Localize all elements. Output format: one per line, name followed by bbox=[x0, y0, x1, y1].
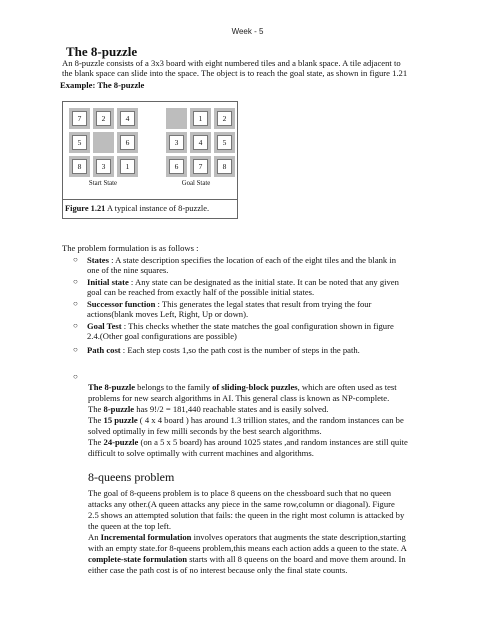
figure-caption bbox=[63, 199, 237, 218]
queens-line-5 bbox=[88, 532, 468, 542]
list-item-desc: one of the nine squares. bbox=[87, 265, 169, 276]
goal-tile-6 bbox=[166, 156, 187, 177]
queens-line-2: attacks any other.(A queen attacks any piece in the same row,column or diagonal). Figure bbox=[88, 499, 395, 509]
page-header: Week - 5 bbox=[231, 27, 264, 36]
text: The bbox=[88, 415, 104, 425]
goal-tile-number: 3 bbox=[169, 135, 184, 150]
list-item-desc: : This generates the legal states that result from trying the four bbox=[155, 299, 372, 309]
start-tile-2 bbox=[93, 108, 114, 129]
goal-tile-7 bbox=[190, 156, 211, 177]
goal-tile-number: 7 bbox=[193, 159, 208, 174]
family-line-6 bbox=[88, 437, 468, 447]
start-tile-8 bbox=[69, 156, 90, 177]
start-state-label: Start State bbox=[88, 180, 118, 187]
intro-line-2: the blank space can slide into the space. The object is to reach the goal state, as shown in figure 1.21 bbox=[62, 68, 408, 78]
list-item-text bbox=[87, 299, 463, 320]
family-line-5: solved optimally in few milli seconds by the best search algorithms. bbox=[88, 426, 322, 436]
goal-state-board bbox=[166, 108, 235, 177]
list-item-line bbox=[87, 309, 463, 319]
start-tile-number: 2 bbox=[96, 111, 111, 126]
start-tile-number: 4 bbox=[120, 111, 135, 126]
family-line-2: problems for new search algorithms in AI. This general class is known as NP-complete. bbox=[88, 393, 390, 403]
list-item-line bbox=[87, 345, 463, 355]
family-line-4 bbox=[88, 415, 468, 425]
list-item-line bbox=[87, 287, 463, 297]
queens-line-4: the queen at the top left. bbox=[88, 521, 172, 531]
queens-line-7 bbox=[88, 554, 468, 564]
goal-state-label: Goal State bbox=[181, 180, 211, 187]
family-line-7: difficult to solve optimally with current machines and algorithms. bbox=[88, 448, 314, 458]
start-tile-number: 7 bbox=[72, 111, 87, 126]
text: has 9!/2 = 181,440 reachable states and is easily solved. bbox=[134, 404, 329, 414]
family-line-3 bbox=[88, 404, 468, 414]
goal-tile-1 bbox=[190, 108, 211, 129]
list-item-line bbox=[87, 331, 463, 341]
start-tile-6 bbox=[117, 132, 138, 153]
list-item-line bbox=[87, 299, 463, 309]
list-item-text bbox=[87, 345, 463, 355]
list-item-line bbox=[87, 265, 463, 275]
list-item-term: States bbox=[87, 255, 109, 265]
bullet-icon: ○ bbox=[73, 277, 78, 286]
text: (on a 5 x 5 board) has around 1025 states ,and random instances are still quite bbox=[138, 437, 408, 447]
figure-caption-text: A typical instance of 8-puzzle. bbox=[105, 204, 210, 213]
queens-line-6: with an empty state.for 8-queens problem,this means each action adds a queen to the state. A bbox=[88, 543, 407, 553]
goal-tile-number: 8 bbox=[217, 159, 232, 174]
term-sliding-block: of sliding-block puzzles bbox=[212, 382, 298, 392]
list-item-term: Successor function bbox=[87, 299, 156, 309]
term-24-puzzle: 24-puzzle bbox=[103, 437, 139, 447]
start-tile-1 bbox=[117, 156, 138, 177]
goal-tile-3 bbox=[166, 132, 187, 153]
start-tile-number: 3 bbox=[96, 159, 111, 174]
term-incremental-formulation: Incremental formulation bbox=[100, 532, 192, 542]
bullet-icon: ○ bbox=[73, 299, 78, 308]
list-item-text bbox=[87, 255, 463, 276]
start-tile-number: 8 bbox=[72, 159, 87, 174]
goal-tile-number: 6 bbox=[169, 159, 184, 174]
list-item-desc: : Each step costs 1,so the path cost is the number of steps in the path. bbox=[120, 345, 360, 355]
goal-tile-4 bbox=[190, 132, 211, 153]
start-tile-3 bbox=[93, 156, 114, 177]
list-item-term: Goal Test bbox=[87, 321, 122, 331]
start-tile-blank bbox=[93, 132, 114, 153]
text: starts with all 8 queens on the board and move them around. In bbox=[187, 554, 406, 564]
text: The bbox=[88, 404, 104, 414]
bullet-icon: ○ bbox=[73, 255, 78, 264]
term-15-puzzle: 15 puzzle bbox=[103, 415, 138, 425]
bullet-icon: ○ bbox=[73, 345, 78, 354]
goal-tile-5 bbox=[214, 132, 235, 153]
start-tile-number: 5 bbox=[72, 135, 87, 150]
text: An bbox=[88, 532, 101, 542]
term-8-puzzle: The 8-puzzle bbox=[88, 382, 136, 392]
list-item-line bbox=[87, 321, 463, 331]
list-item-line bbox=[87, 255, 463, 265]
start-tile-7 bbox=[69, 108, 90, 129]
list-item-desc: : Any state can be designated as the initial state. It can be noted that any given bbox=[128, 277, 399, 287]
list-item-text bbox=[87, 277, 463, 298]
list-item-term: Path cost bbox=[87, 345, 121, 355]
text: The bbox=[88, 437, 104, 447]
start-tile-number: 1 bbox=[120, 159, 135, 174]
goal-tile-2 bbox=[214, 108, 235, 129]
goal-tile-blank bbox=[166, 108, 187, 129]
start-tile-number: 6 bbox=[120, 135, 135, 150]
intro-line-1: An 8-puzzle consists of a 3x3 board with eight numbered tiles and a blank space. A tile adjacent to bbox=[62, 58, 401, 68]
list-item-desc: 2.4.(Other goal configurations are possible) bbox=[87, 331, 237, 342]
page-title: The 8-puzzle bbox=[66, 44, 138, 59]
bullet-icon: ○ bbox=[73, 321, 78, 330]
family-text-mid: belongs to the family bbox=[135, 382, 213, 392]
queens-line-1: The goal of 8-queens problem is to place 8 queens on the chessboard such that no queen bbox=[88, 488, 392, 498]
list-item-desc: : This checks whether the state matches the goal configuration shown in figure bbox=[121, 321, 394, 331]
list-item-desc: : A state description specifies the location of each of the eight tiles and the blank in bbox=[108, 255, 397, 265]
figure-caption-number: Figure 1.21 bbox=[65, 204, 106, 213]
goal-tile-number: 1 bbox=[193, 111, 208, 126]
list-item-text bbox=[87, 321, 463, 342]
goal-tile-number: 4 bbox=[193, 135, 208, 150]
example-label: Example: The 8-puzzle bbox=[60, 80, 145, 90]
goal-tile-number: 5 bbox=[217, 135, 232, 150]
goal-tile-8 bbox=[214, 156, 235, 177]
family-line-1 bbox=[88, 382, 468, 392]
queens-line-3: 2.5 shows an attempted solution that fails: the queen in the right most column is attacked by bbox=[88, 510, 405, 520]
list-item-term: Initial state bbox=[87, 277, 129, 287]
list-item-desc: goal can be reached from exactly half of the possible initial states. bbox=[87, 287, 315, 298]
formulation-intro: The problem formulation is as follows : bbox=[62, 243, 199, 253]
bullet-icon: ○ bbox=[73, 372, 78, 381]
start-tile-5 bbox=[69, 132, 90, 153]
family-text-end: , which are often used as test bbox=[297, 382, 397, 392]
list-item-line bbox=[87, 277, 463, 287]
figure-8-puzzle bbox=[62, 101, 238, 219]
start-state-board bbox=[69, 108, 138, 177]
term-complete-state-formulation: complete-state formulation bbox=[88, 554, 188, 564]
list-item-desc: actions(blank moves Left, Right, Up or down). bbox=[87, 309, 249, 320]
term-8-puzzle-2: 8-puzzle bbox=[103, 404, 135, 414]
text: involves operators that augments the state description,starting bbox=[191, 532, 406, 542]
start-tile-4 bbox=[117, 108, 138, 129]
queens-line-8: either case the path cost is of no interest because only the final state counts. bbox=[88, 565, 348, 575]
section-title-8-queens: 8-queens problem bbox=[88, 470, 175, 484]
goal-tile-number: 2 bbox=[217, 111, 232, 126]
text: ( 4 x 4 board ) has around 1.3 trillion states, and the random instances can be bbox=[137, 415, 404, 425]
